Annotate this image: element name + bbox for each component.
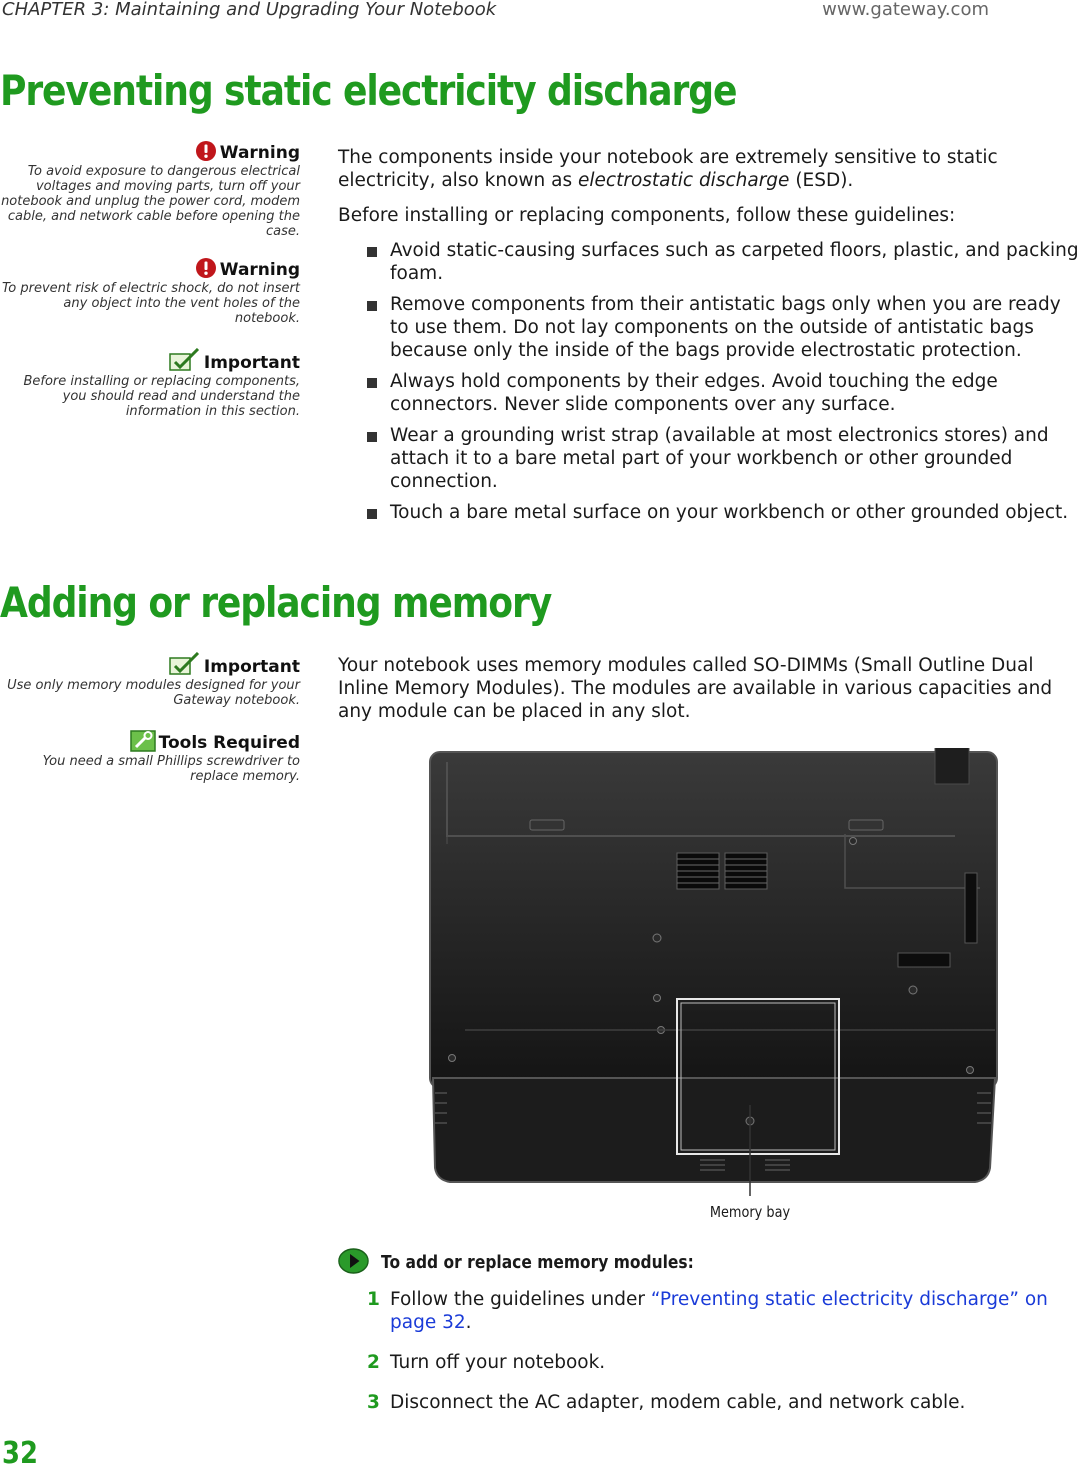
note-text: To prevent risk of electric shock, do not insert any object into the vent holes of the notebook. [1, 281, 300, 326]
important-note [0, 652, 300, 708]
bullet-square-icon [367, 432, 377, 442]
play-arrow-icon [338, 1248, 369, 1274]
note-text: You need a small Phillips screwdriver to replace memory. [42, 754, 300, 784]
memory-intro [338, 654, 1085, 735]
notebook-underside-image [425, 748, 1000, 1228]
note-title: Warning [219, 143, 300, 163]
section-body-static [338, 146, 1085, 532]
bullet-square-icon [367, 509, 377, 519]
step-number: 1 [367, 1289, 380, 1310]
sidebar-notes-static [0, 140, 300, 435]
bullet-square-icon [367, 247, 377, 257]
step-item: 2 Turn off your notebook. [367, 1352, 606, 1373]
cross-reference-link[interactable]: “Preventing static electricity discharge” on page 32 [390, 1289, 1048, 1333]
sidebar-notes-memory [0, 652, 300, 800]
notebook-underside-figure [425, 748, 1000, 1228]
section-title-static: Preventing static electricity discharge [0, 66, 737, 115]
list-item: Always hold components by their edges. Avoid touching the edge connectors. Never slide components over any surface. [338, 370, 1085, 416]
intro-paragraph: The components inside your notebook are extremely sensitive to static electricity, also known as electrostatic discharge (ESD). [338, 147, 998, 191]
step-number: 2 [367, 1352, 380, 1373]
note-text: Before installing or replacing components, you should read and understand the information in this section. [23, 374, 300, 419]
chapter-header: CHAPTER 3: Maintaining and Upgrading Your Notebook [2, 0, 497, 20]
procedure-title: To add or replace memory modules: [338, 1248, 694, 1274]
note-title: Tools Required [158, 733, 300, 753]
warning-icon [195, 140, 217, 162]
note-title: Warning [219, 260, 300, 280]
procedure-steps [338, 1288, 1077, 1431]
step-item: 1 Follow the guidelines under “Preventing static electricity discharge” on page 32. [367, 1289, 1048, 1333]
note-text: Use only memory modules designed for your Gateway notebook. [7, 678, 300, 708]
important-checkmark-icon [169, 652, 201, 676]
important-checkmark-icon [169, 348, 201, 372]
warning-icon [195, 257, 217, 279]
bullet-square-icon [367, 378, 377, 388]
memory-bay-callout: Memory bay [709, 1203, 791, 1221]
list-item: Wear a grounding wrist strap (available at most electronics stores) and attach it to a bare metal part of your workbench or other grounded connection. [338, 424, 1085, 493]
bullet-square-icon [367, 301, 377, 311]
page-number: 32 [2, 1436, 38, 1471]
warning-note [0, 140, 300, 239]
header-url: www.gateway.com [822, 0, 989, 20]
note-text: To avoid exposure to dangerous electrical voltages and moving parts, turn off your notebook and unplug the power cord, modem cable, and network cable before opening the case. [1, 164, 300, 239]
tools-note [0, 730, 300, 784]
important-note [0, 348, 300, 419]
tools-wrench-icon [130, 730, 156, 752]
warning-note [0, 257, 300, 326]
section-title-memory: Adding or replacing memory [0, 578, 552, 627]
step-item: 3 Disconnect the AC adapter, modem cable, and network cable. [367, 1392, 966, 1413]
note-title: Important [203, 353, 300, 373]
step-number: 3 [367, 1392, 380, 1413]
list-item: Touch a bare metal surface on your workbench or other grounded object. [338, 501, 1085, 524]
intro-paragraph: Your notebook uses memory modules called SO-DIMMs (Small Outline Dual Inline Memory Modules). The modules are available in various capacities and any module can be placed in any slot. [338, 655, 1053, 722]
guidelines-lead: Before installing or replacing components, follow these guidelines: [338, 205, 956, 226]
list-item: Remove components from their antistatic bags only when you are ready to use them. Do not lay components on the outside of antistatic bags because only the inside of the bags provide electrostatic protection. [338, 293, 1085, 362]
guidelines-list [338, 239, 1085, 524]
note-title: Important [203, 657, 300, 677]
list-item: Avoid static-causing surfaces such as carpeted floors, plastic, and packing foam. [338, 239, 1085, 285]
